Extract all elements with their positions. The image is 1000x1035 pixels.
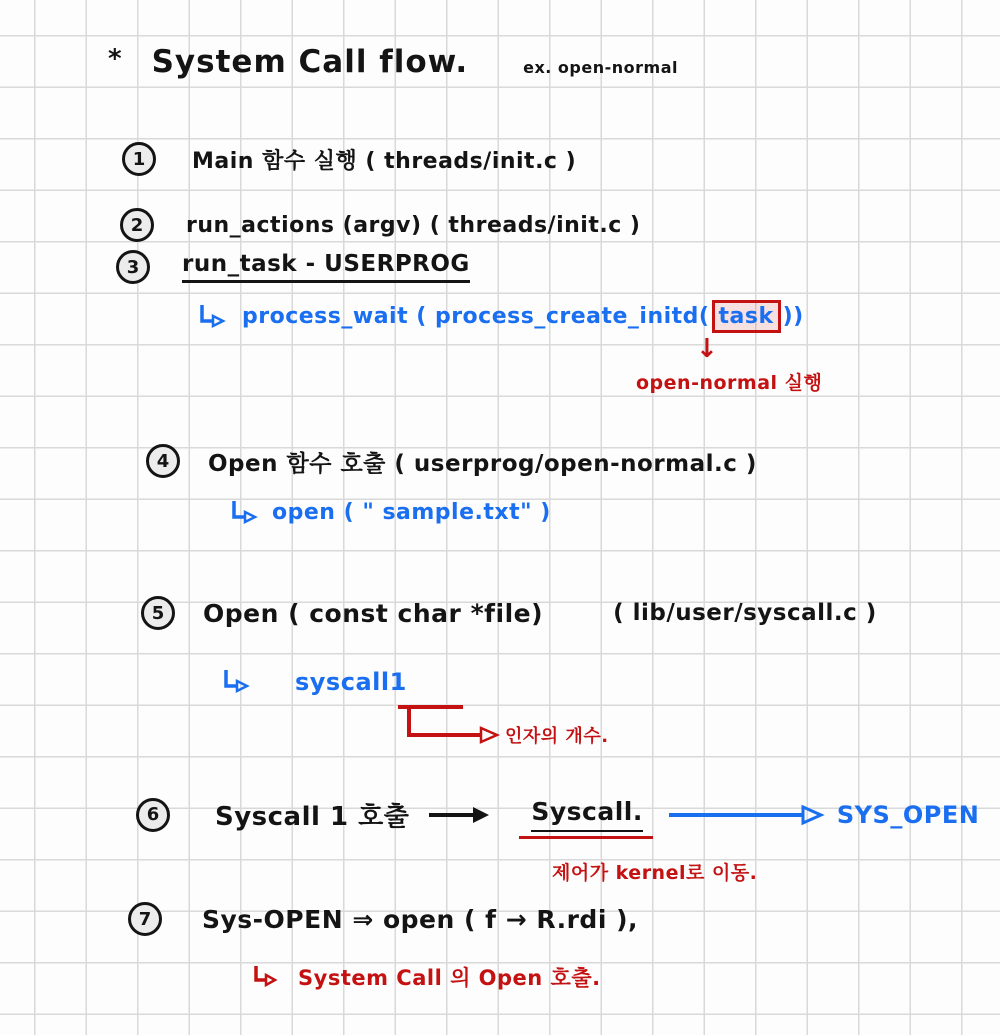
process-wait-call: process_wait ( process_create_initd( bbox=[242, 304, 710, 329]
step-7-number: 7 bbox=[128, 902, 162, 936]
step-7-sub-row bbox=[252, 962, 601, 992]
down-arrow-icon: ↓ bbox=[696, 334, 719, 364]
step-7-row bbox=[128, 902, 638, 936]
step-3-number: 3 bbox=[116, 250, 150, 284]
step-3-row bbox=[116, 250, 470, 284]
step-2-row bbox=[120, 208, 640, 242]
step-5-row bbox=[141, 596, 877, 630]
step-1-number: 1 bbox=[122, 142, 156, 176]
syscall-handler-text bbox=[531, 797, 643, 832]
step-1-text: Main 함수 실행 ( threads/init.c ) bbox=[192, 148, 577, 174]
right-arrow-icon bbox=[427, 804, 493, 826]
step-2-number: 2 bbox=[120, 208, 154, 242]
step-6-row bbox=[136, 796, 979, 833]
argument-count-arrow-icon bbox=[393, 702, 505, 752]
star-bullet: * bbox=[108, 44, 122, 74]
argument-count-note: 인자의 개수. bbox=[505, 726, 609, 747]
return-arrow-icon bbox=[252, 966, 278, 988]
title-example: ex. open-normal bbox=[523, 58, 678, 77]
step-5-text: Open ( const char *file) bbox=[203, 598, 544, 628]
return-arrow-icon bbox=[222, 670, 250, 694]
syscall1-call: syscall1 bbox=[295, 668, 407, 696]
page-title: System Call flow. bbox=[151, 44, 469, 80]
step-5-number: 5 bbox=[141, 596, 175, 630]
step-6-number: 6 bbox=[136, 798, 170, 832]
return-arrow-icon bbox=[230, 501, 258, 525]
step-2-text: run_actions (argv) ( threads/init.c ) bbox=[186, 212, 641, 238]
open-normal-note: open-normal 실행 bbox=[636, 372, 823, 394]
step-4-number: 4 bbox=[146, 444, 180, 478]
sys-open-label: SYS_OPEN bbox=[836, 800, 980, 829]
step-1-row bbox=[122, 142, 576, 176]
step-5-sub-row bbox=[222, 668, 407, 696]
step-7-text: Sys-OPEN ⇒ open ( f → R.rdi ), bbox=[202, 904, 639, 934]
task-highlight-box: task bbox=[712, 300, 781, 333]
syscall1-invoke-text: Syscall 1 호출 bbox=[215, 802, 410, 832]
red-underline bbox=[519, 836, 653, 839]
step-4-sub-row bbox=[230, 500, 551, 525]
return-arrow-icon bbox=[198, 305, 226, 329]
step-3-text: run_task - USERPROG bbox=[182, 251, 470, 283]
step-4-row bbox=[146, 444, 757, 478]
note-title-row bbox=[108, 44, 678, 80]
step-5-location: ( lib/user/syscall.c ) bbox=[613, 600, 877, 626]
long-blue-arrow-icon bbox=[667, 803, 825, 827]
open-sample-call: open ( " sample.txt" ) bbox=[272, 500, 551, 525]
process-wait-call-close: )) bbox=[782, 304, 804, 329]
step-4-text: Open 함수 호출 ( userprog/open-normal.c ) bbox=[208, 450, 757, 477]
kernel-transfer-note: 제어가 kernel로 이동. bbox=[552, 862, 758, 884]
system-call-open-note: System Call 의 Open 호출. bbox=[298, 966, 601, 990]
step-3-sub-row bbox=[198, 300, 804, 333]
syscall-handler-label: Syscall. bbox=[531, 797, 643, 826]
